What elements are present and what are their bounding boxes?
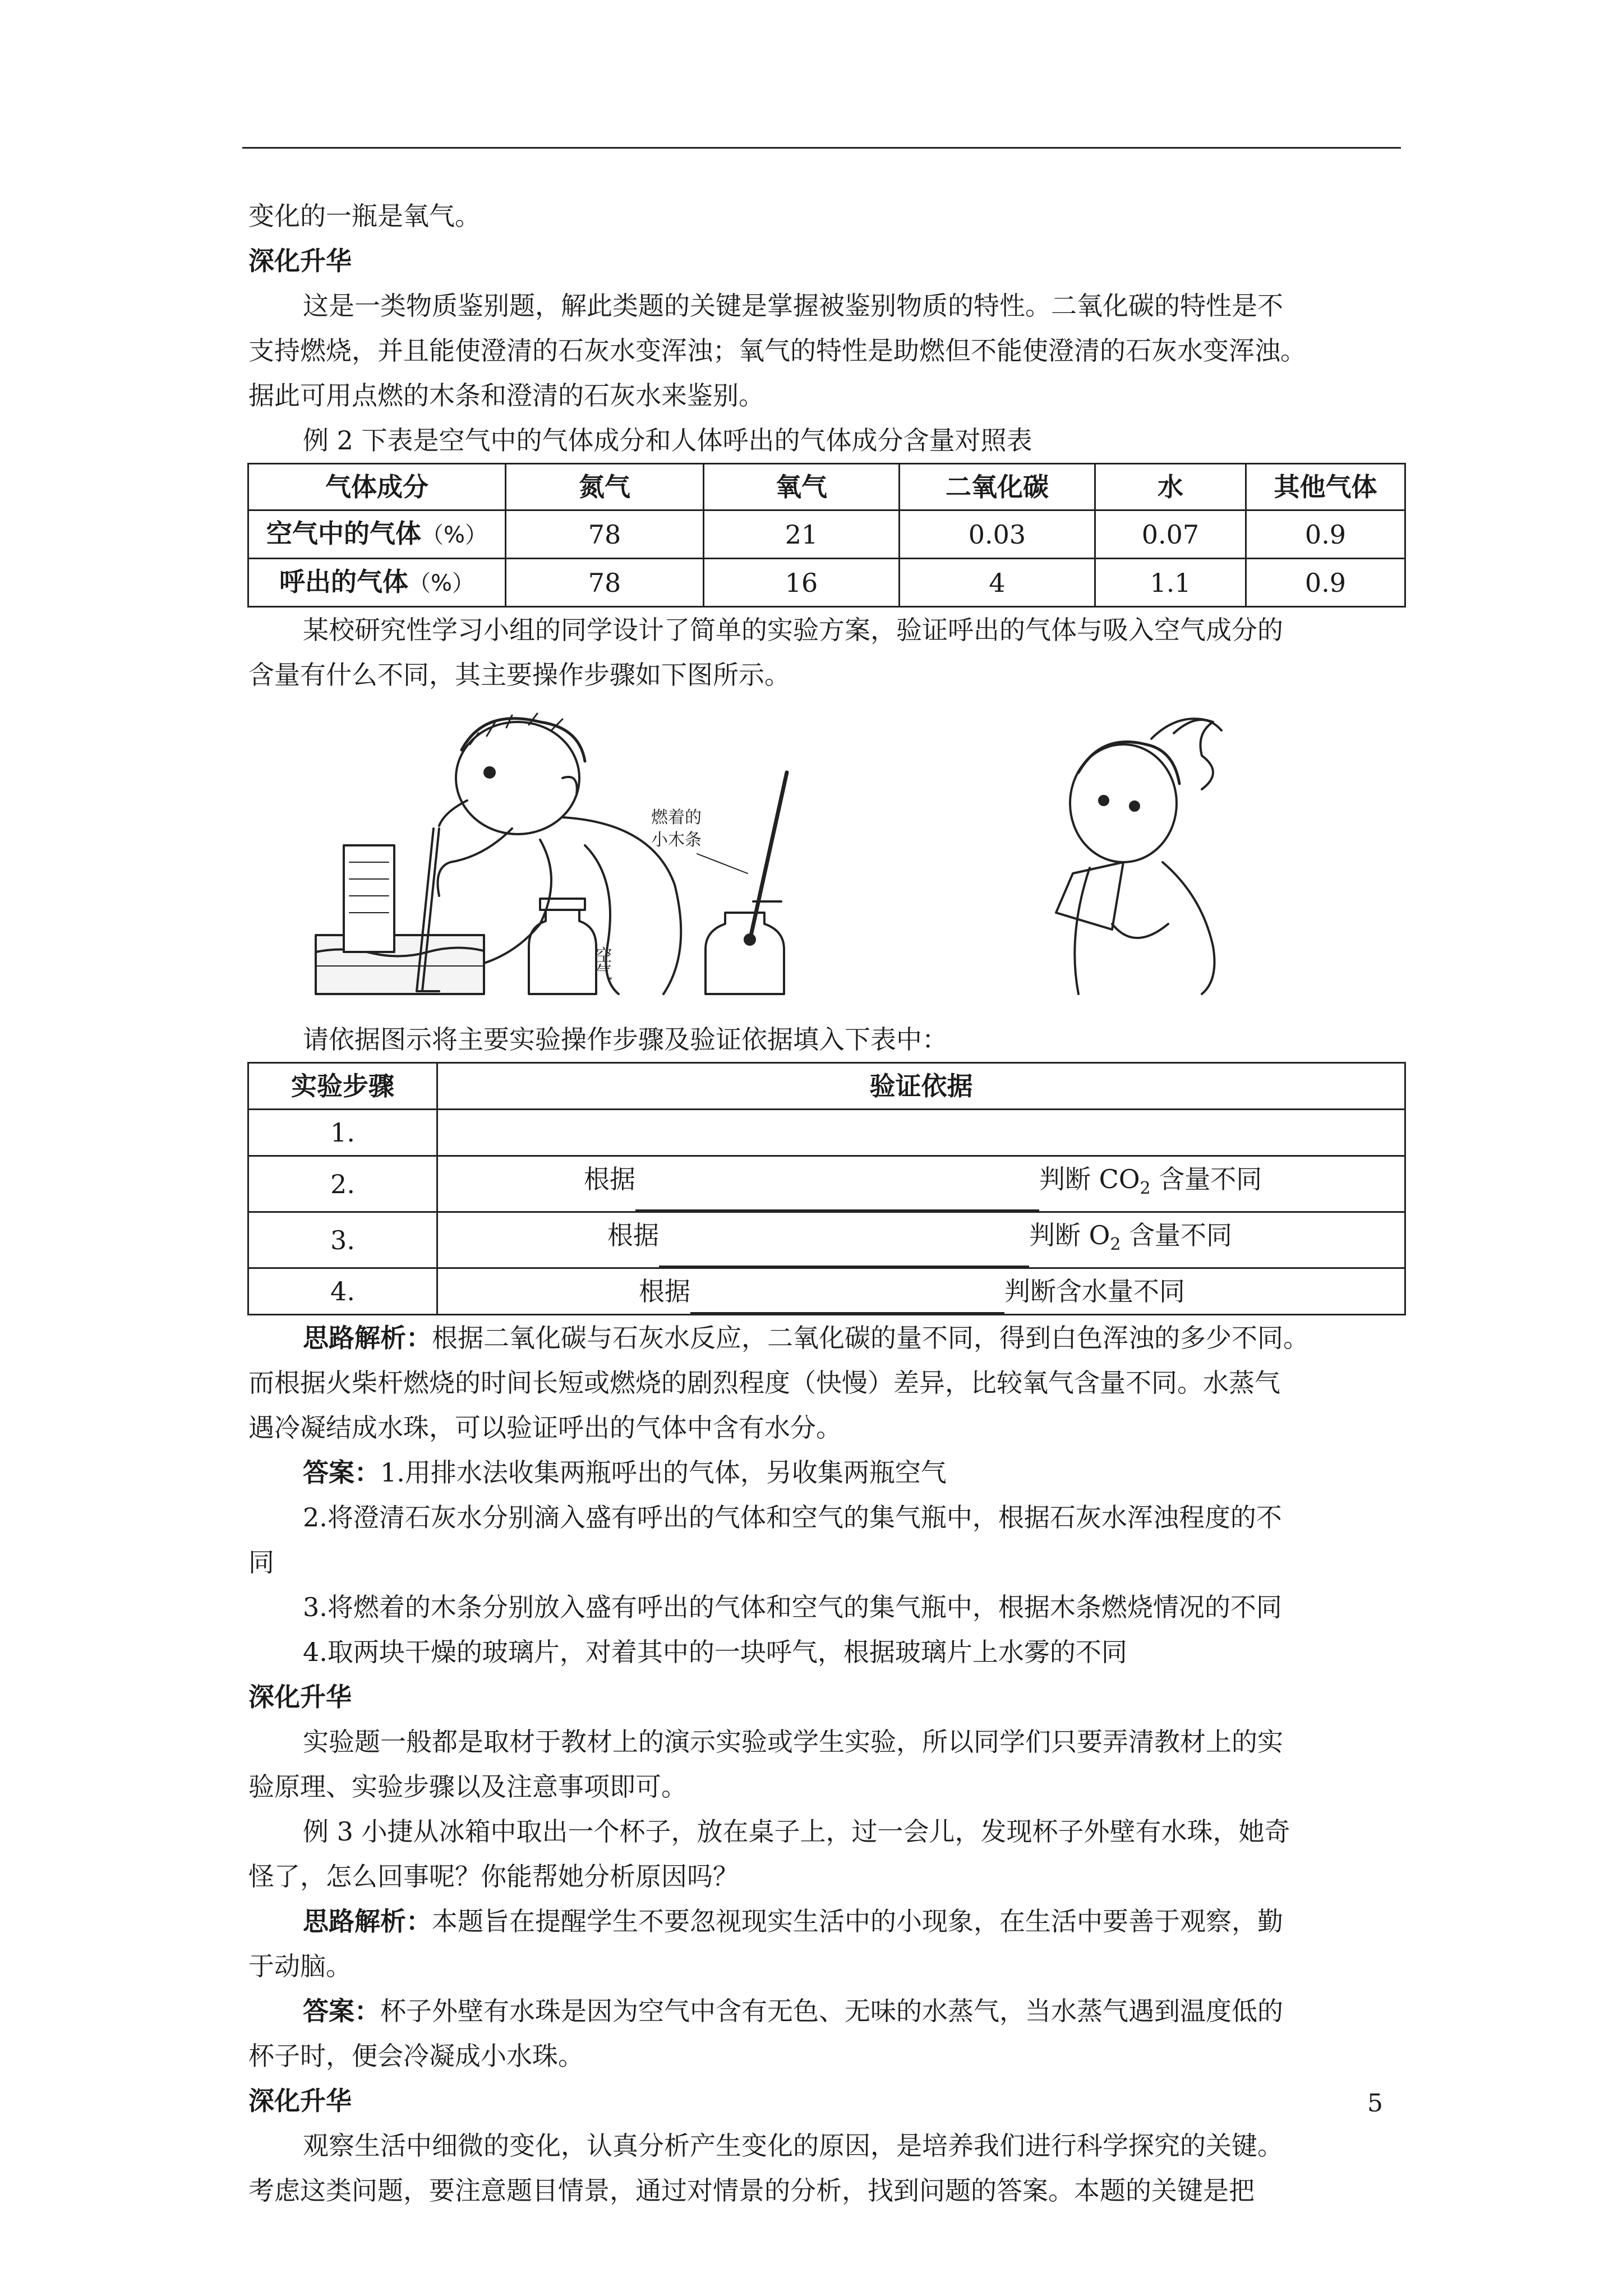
paragraph: 验原理、实验步骤以及注意事项即可。	[248, 1772, 687, 1802]
paragraph: 考虑这类问题，要注意题目情景，通过对情景的分析，找到问题的答案。本题的关键是把	[248, 2175, 1255, 2206]
table-row	[248, 1268, 1405, 1315]
answer-paragraph: 答案：杯子外壁有水珠是因为空气中含有无色、无味的水蒸气，当水蒸气遇到温度低的	[303, 1996, 1283, 2027]
paragraph: 含量有什么不同，其主要操作步骤如下图所示。	[248, 660, 790, 690]
paragraph: 杯子时，便会冷凝成小水珠。	[248, 2041, 584, 2072]
table-cell: 0.07	[1095, 510, 1246, 559]
table-cell: 16	[704, 559, 900, 607]
paragraph: 4.取两块干燥的玻璃片，对着其中的一块呼气，根据玻璃片上水雾的不同	[303, 1637, 1127, 1668]
table-cell: 0.9	[1246, 510, 1405, 559]
header-rule	[242, 147, 1401, 149]
table-cell: 78	[506, 510, 704, 559]
paragraph: 遇冷凝结成水珠，可以验证呼出的气体中含有水分。	[248, 1412, 842, 1443]
table-header: 气体成分	[248, 464, 506, 510]
answer-blank[interactable]	[659, 1236, 1029, 1267]
table-header: 氧气	[704, 464, 900, 510]
table-header: 氮气	[506, 464, 704, 510]
answer-blank-cell[interactable]	[437, 1110, 1405, 1156]
table-cell: 0.03	[900, 510, 1095, 559]
answer-paragraph: 答案：1.用排水法收集两瓶呼出的气体，另收集两瓶空气	[303, 1457, 947, 1488]
paragraph: 怪了，怎么回事呢？你能帮她分析原因吗？	[248, 1861, 739, 1892]
girl-breathing-on-glass-illustration	[1056, 719, 1221, 994]
table-row	[248, 1212, 1405, 1268]
analysis-paragraph: 思路解析：本题旨在提醒学生不要忽视现实生活中的小现象，在生活中要善于观察，勤	[303, 1906, 1283, 1937]
basis-cell: 根据 判断 $CO_2$ 含量不同	[437, 1156, 1405, 1212]
table-cell: 4	[900, 559, 1095, 607]
table-header: 二氧化碳	[900, 464, 1095, 510]
example-2-intro: 例 2 下表是空气中的气体成分和人体呼出的气体成分含量对照表	[303, 425, 1032, 455]
step-number: 3.	[248, 1212, 437, 1268]
table-header: 验证依据	[437, 1063, 1405, 1110]
steps-table	[247, 1062, 1406, 1315]
paragraph: 据此可用点燃的木条和澄清的石灰水来鉴别。	[248, 380, 764, 411]
paragraph: 这是一类物质鉴别题，解此类题的关键是掌握被鉴别物质的特性。二氧化碳的特性是不	[303, 291, 1283, 321]
table-header: 水	[1095, 464, 1246, 510]
example-3-intro: 例 3 小捷从冰箱中取出一个杯子，放在桌子上，过一会儿，发现杯子外壁有水珠，她奇	[303, 1816, 1290, 1847]
paragraph: 变化的一瓶是氧气。	[248, 201, 481, 231]
analysis-paragraph: 思路解析：根据二氧化碳与石灰水反应，二氧化碳的量不同，得到白色浑浊的多少不同。	[303, 1323, 1309, 1354]
boy-exhaling-illustration	[316, 714, 681, 994]
answer-blank[interactable]	[635, 1180, 1039, 1211]
air-jar-illustration	[529, 899, 596, 994]
row-label: 空气中的气体（%）	[248, 510, 506, 559]
table-cell: 21	[704, 510, 900, 559]
basis-cell: 根据 判断含水量不同	[437, 1268, 1405, 1315]
stick-label-line1: 燃着的	[651, 808, 702, 827]
paragraph: 2.将澄清石灰水分别滴入盛有呼出的气体和空气的集气瓶中，根据石灰水浑浊程度的不	[303, 1502, 1282, 1533]
paragraph: 而根据火柴杆燃烧的时间长短或燃烧的剧烈程度（快慢）差异，比较氧气含量不同。水蒸气	[248, 1368, 1280, 1398]
burning-stick-jar-illustration	[697, 772, 787, 994]
table-header: 其他气体	[1246, 464, 1405, 510]
stick-label-line2: 小木条	[651, 830, 702, 850]
experiment-drawing	[248, 711, 1407, 1002]
section-heading: 深化升华	[248, 1682, 352, 1713]
step-number: 4.	[248, 1268, 437, 1315]
table-cell: 78	[506, 559, 704, 607]
table-row	[248, 510, 1405, 559]
table-cell: 1.1	[1095, 559, 1246, 607]
basis-cell: 根据 判断 $O_2$ 含量不同	[437, 1212, 1405, 1268]
table-row	[248, 559, 1405, 607]
paragraph: 实验题一般都是取材于教材上的演示实验或学生实验，所以同学们只要弄清教材上的实	[303, 1727, 1283, 1757]
table-row	[248, 1156, 1405, 1212]
paragraph: 于动脑。	[248, 1951, 352, 1982]
table-row	[248, 1110, 1405, 1156]
paragraph: 同	[248, 1547, 274, 1578]
air-label: 空气	[592, 946, 612, 980]
paragraph: 3.将燃着的木条分别放入盛有呼出的气体和空气的集气瓶中，根据木条燃烧情况的不同	[303, 1592, 1282, 1623]
paragraph: 某校研究性学习小组的同学设计了简单的实验方案，验证呼出的气体与吸入空气成分的	[303, 615, 1283, 645]
table-header: 实验步骤	[248, 1063, 437, 1110]
table-header-row	[248, 464, 1405, 510]
gas-composition-table	[247, 463, 1406, 608]
step-number: 1.	[248, 1110, 437, 1156]
section-heading: 深化升华	[248, 246, 352, 276]
section-heading: 深化升华	[248, 2086, 352, 2116]
step-number: 2.	[248, 1156, 437, 1212]
table-cell: 0.9	[1246, 559, 1405, 607]
page-number: 5	[1367, 2089, 1383, 2118]
paragraph: 支持燃烧，并且能使澄清的石灰水变浑浊；氧气的特性是助燃但不能使澄清的石灰水变浑浊。	[248, 335, 1306, 366]
page-content	[248, 194, 1401, 2213]
paragraph: 观察生活中细微的变化，认真分析产生变化的原因，是培养我们进行科学探究的关键。	[303, 2131, 1283, 2161]
row-label: 呼出的气体（%）	[248, 559, 506, 607]
table-header-row	[248, 1063, 1405, 1110]
experiment-illustration	[248, 711, 1407, 1002]
answer-blank[interactable]	[690, 1283, 1004, 1314]
paragraph: 请依据图示将主要实验操作步骤及验证依据填入下表中：	[303, 1024, 948, 1055]
